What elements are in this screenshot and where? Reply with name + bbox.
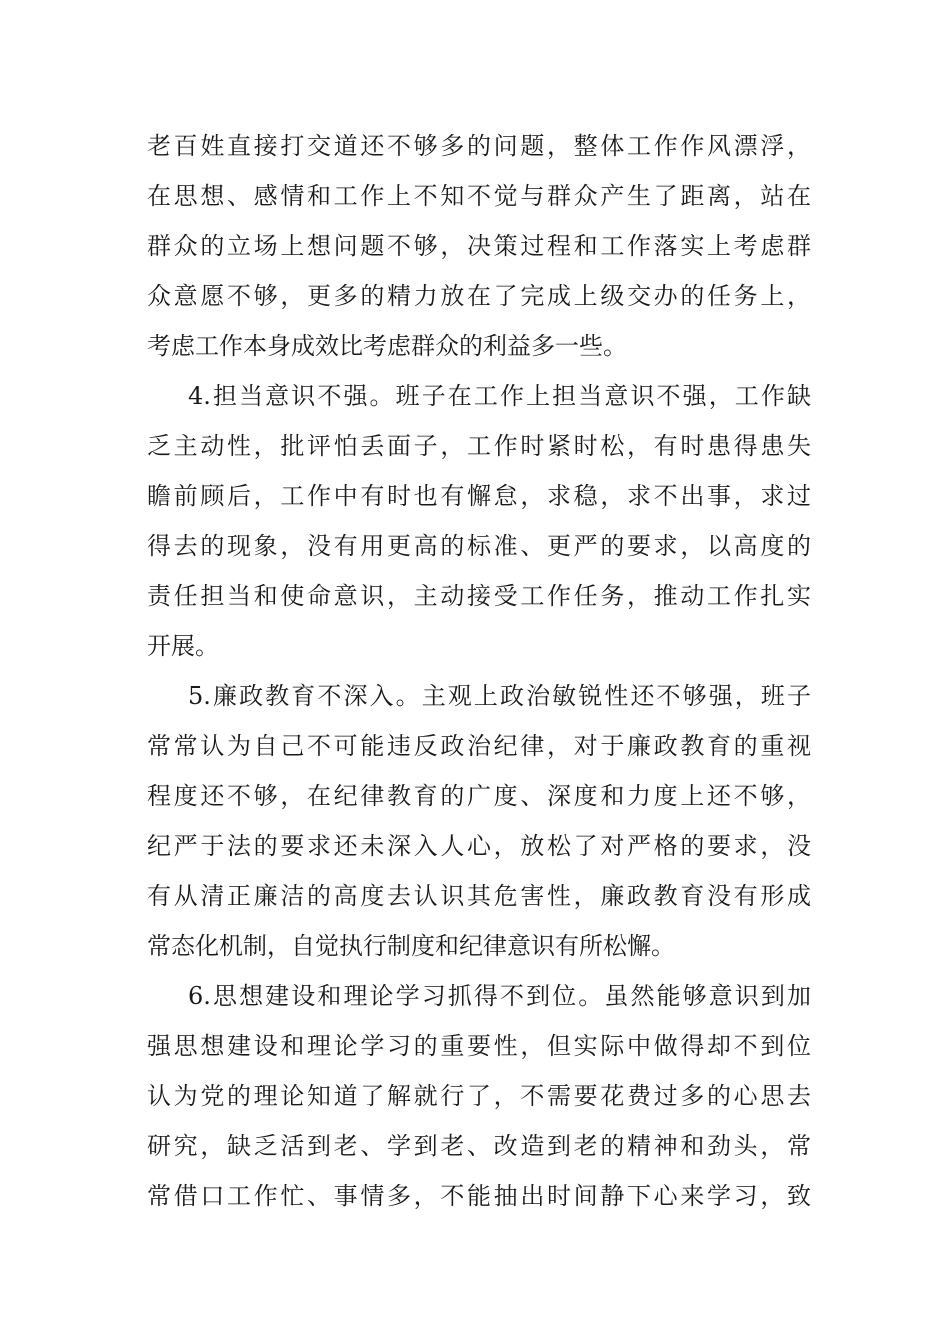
text-line: 开展。 — [147, 632, 219, 660]
text-line: 程度还不够，在纪律教育的广度、深度和力度上还不够， — [147, 782, 811, 810]
text-line: 责任担当和使命意识，主动接受工作任务，推动工作扎实 — [147, 582, 811, 610]
text-line: 常借口工作忙、事情多，不能抽出时间静下心来学习，致 — [147, 1182, 811, 1210]
section-5-heading-line: 5.廉政教育不深入。主观上政治敏锐性还不够强，班子 — [188, 682, 811, 710]
text-line: 研究，缺乏活到老、学到老、改造到老的精神和劲头，常 — [147, 1132, 811, 1160]
text-line: 认为党的理论知道了解就行了，不需要花费过多的心思去 — [147, 1082, 811, 1110]
text-line: 常常认为自己不可能违反政治纪律，对于廉政教育的重视 — [147, 732, 811, 760]
text-line: 强思想建设和理论学习的重要性，但实际中做得却不到位 — [147, 1032, 811, 1060]
document-body — [147, 121, 811, 1221]
text-line: 老百姓直接打交道还不够多的问题，整体工作作风漂浮， — [147, 132, 811, 160]
section-4-heading-line: 4.担当意识不强。班子在工作上担当意识不强，工作缺 — [188, 382, 811, 410]
section-6-heading-line: 6.思想建设和理论学习抓得不到位。虽然能够意识到加 — [188, 982, 811, 1010]
text-line: 有从清正廉洁的高度去认识其危害性，廉政教育没有形成 — [147, 882, 811, 910]
text-line: 众意愿不够，更多的精力放在了完成上级交办的任务上， — [147, 282, 811, 310]
text-line: 常态化机制，自觉执行制度和纪律意识有所松懈。 — [147, 932, 675, 960]
text-line: 在思想、感情和工作上不知不觉与群众产生了距离，站在 — [147, 182, 811, 210]
text-line: 群众的立场上想问题不够，决策过程和工作落实上考虑群 — [147, 232, 811, 260]
text-line: 乏主动性，批评怕丢面子，工作时紧时松，有时患得患失 — [147, 432, 811, 460]
text-line: 考虑工作本身成效比考虑群众的利益多一些。 — [147, 332, 627, 360]
text-line: 瞻前顾后，工作中有时也有懈怠，求稳，求不出事，求过 — [147, 482, 811, 510]
text-line: 纪严于法的要求还未深入人心，放松了对严格的要求，没 — [147, 832, 811, 860]
text-line: 得去的现象，没有用更高的标准、更严的要求，以高度的 — [147, 532, 811, 560]
